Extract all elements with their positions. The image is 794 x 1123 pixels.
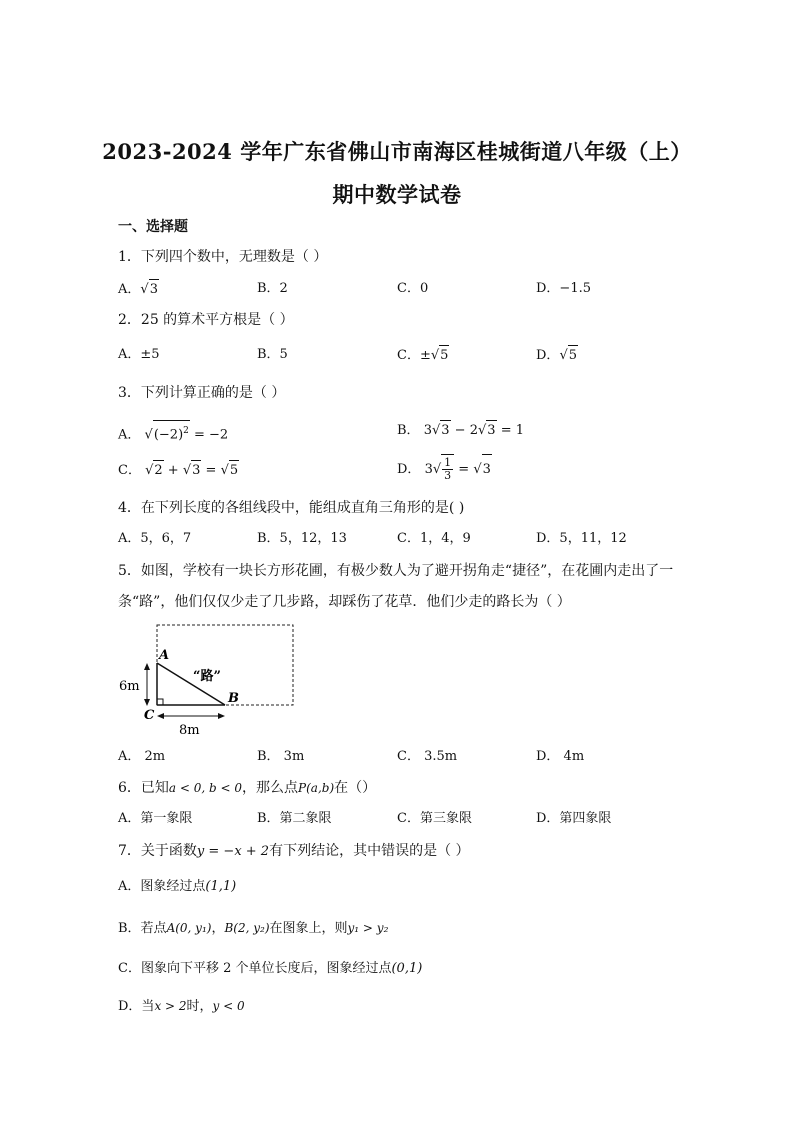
label-6m: 6m bbox=[119, 679, 140, 694]
question-1-option-d: D．−1.5 bbox=[536, 281, 591, 296]
question-2-option-a: A．±5 bbox=[118, 347, 160, 362]
label-a: A bbox=[159, 648, 170, 663]
question-4-option-b: B．5，12，13 bbox=[257, 531, 347, 546]
question-4-option-a: A．5，6，7 bbox=[118, 531, 192, 546]
question-6-option-a: A．第一象限 bbox=[118, 811, 193, 826]
question-3-option-a: A． $√(-2)^2 = -2$ bbox=[118, 420, 228, 445]
flowerbed-rectangle bbox=[157, 625, 293, 705]
exam-title-line2: 期中数学试卷 bbox=[332, 182, 462, 207]
arrow-right-icon bbox=[218, 713, 225, 719]
arrow-down-icon bbox=[144, 699, 150, 706]
question-2-option-c: C．±√5 bbox=[397, 345, 449, 366]
question-5-figure bbox=[114, 620, 304, 740]
question-2-option-d: D．√5 bbox=[536, 345, 578, 366]
question-5-stem-line1: 5．如图，学校有一块长方形花圃，有极少数人为了避开拐角走“捷径”，在花圃内走出了一 bbox=[118, 563, 674, 579]
question-5-option-c: C． 3.5m bbox=[397, 749, 458, 764]
question-3-option-c: C． √2 + √3 = √5 bbox=[118, 460, 239, 481]
question-1-stem: 1．下列四个数中，无理数是（ ） bbox=[118, 249, 328, 265]
question-2-option-b: B．5 bbox=[257, 347, 288, 362]
section-heading-choice: 一、选择题 bbox=[118, 219, 188, 235]
question-7-option-b: B．若点A(0, y₁)，B(2, y₂)在图象上，则y₁ > y₂ bbox=[118, 921, 389, 936]
arrow-left-icon bbox=[157, 713, 164, 719]
question-3-option-b: B． 3√3 − 2√3 = 1 bbox=[397, 420, 524, 441]
arrow-up-icon bbox=[144, 663, 150, 670]
label-8m: 8m bbox=[179, 723, 200, 738]
exam-title-line1: 2023-2024 学年广东省佛山市南海区桂城街道八年级（上） bbox=[102, 139, 692, 164]
question-7-option-a: A．图象经过点(1,1) bbox=[118, 879, 237, 894]
question-5-option-b: B． 3m bbox=[257, 749, 305, 764]
question-6-option-d: D．第四象限 bbox=[536, 811, 612, 826]
question-4-stem: 4．在下列长度的各组线段中，能组成直角三角形的是( ) bbox=[118, 500, 465, 516]
question-6-option-c: C．第三象限 bbox=[397, 811, 472, 826]
question-3-option-d: D． 3√ $\frac{1}{3}$ = √3 bbox=[397, 454, 492, 485]
question-1-option-c: C．0 bbox=[397, 281, 429, 296]
question-7-option-c: C．图象向下平移 2 个单位长度后，图象经过点(0,1) bbox=[118, 961, 423, 976]
sqrt-3: √3 bbox=[140, 279, 159, 300]
label-road: “路” bbox=[193, 669, 221, 684]
question-5-stem-line2: 条“路”，他们仅仅少走了几步路，却踩伤了花草．他们少走的路长为（ ） bbox=[118, 594, 571, 610]
question-5-option-d: D． 4m bbox=[536, 749, 585, 764]
question-6-stem: 6．已知a < 0, b < 0，那么点P(a,b)在（） bbox=[118, 780, 377, 796]
question-6-option-b: B．第二象限 bbox=[257, 811, 332, 826]
question-1-option-a: A．√3 bbox=[118, 279, 159, 300]
question-7-option-d: D．当x > 2时，y < 0 bbox=[118, 999, 245, 1014]
question-7-stem: 7．关于函数y = −x + 2有下列结论，其中错误的是（ ） bbox=[118, 843, 470, 859]
question-3-stem: 3．下列计算正确的是（ ） bbox=[118, 385, 286, 401]
right-angle-mark bbox=[157, 699, 163, 705]
question-5-option-a: A． 2m bbox=[118, 749, 166, 764]
question-4-option-d: D．5，11，12 bbox=[536, 531, 627, 546]
label-c: C bbox=[144, 708, 155, 723]
question-1-option-b: B．2 bbox=[257, 281, 288, 296]
label-b: B bbox=[228, 691, 239, 706]
question-2-stem: 2．25 的算术平方根是（ ） bbox=[118, 312, 294, 328]
question-4-option-c: C．1，4，9 bbox=[397, 531, 471, 546]
